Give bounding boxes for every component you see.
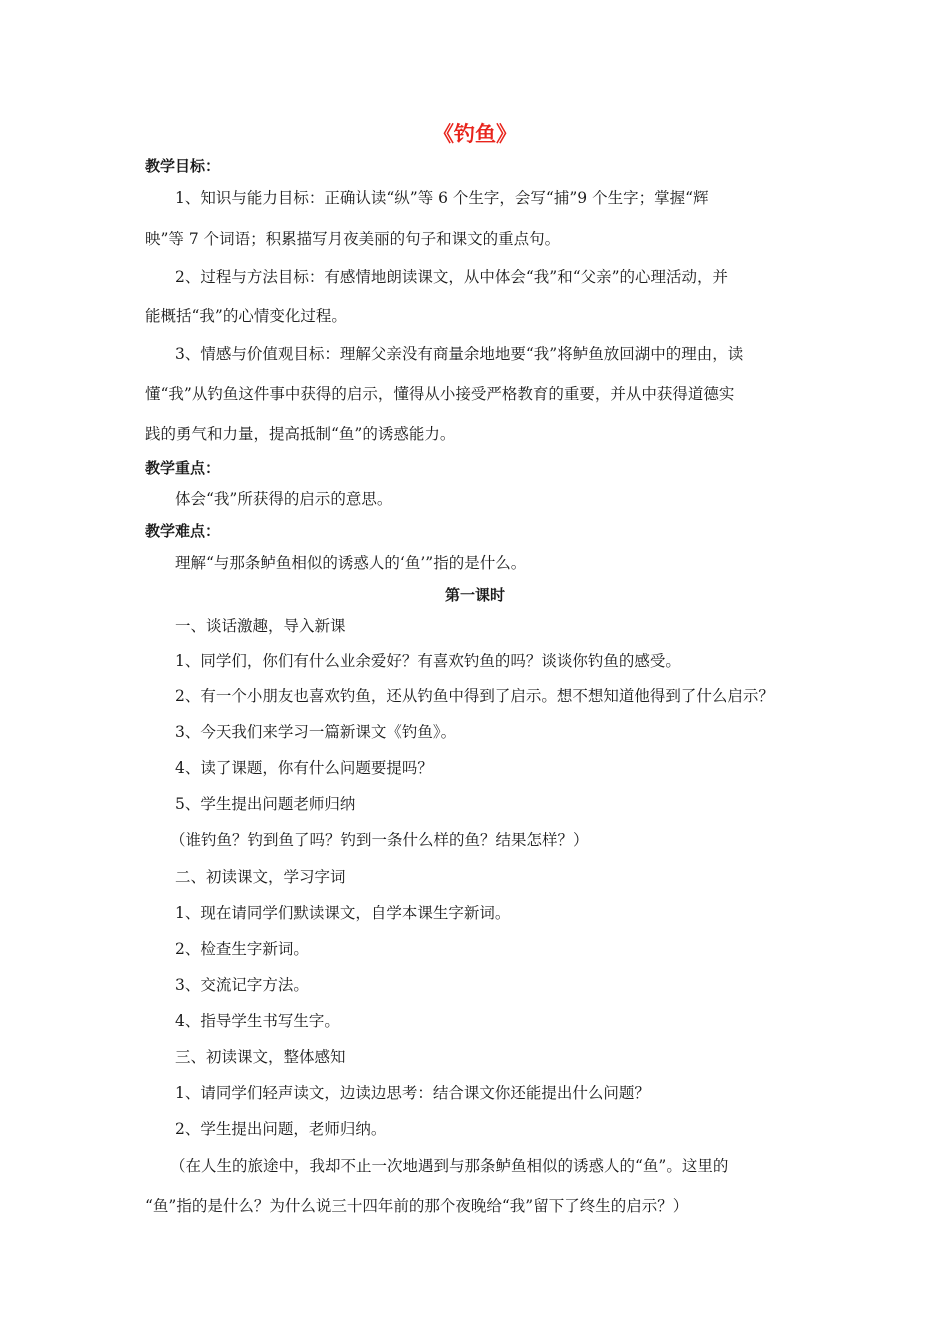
- difficulty-heading: 教学难点：: [145, 522, 221, 540]
- lesson-1-heading: 第一课时: [444, 586, 505, 604]
- section-2-item: 4、指导学生书写生字。: [175, 1012, 340, 1030]
- section-2-title: 二、初读课文，学习字词: [175, 868, 346, 886]
- section-1-title: 一、谈话激趣，导入新课: [175, 617, 346, 635]
- section-1-item: 3、今天我们来学习一篇新课文《钓鱼》。: [175, 723, 457, 741]
- section-3-item: 1、请同学们轻声读文，边读边思考：结合课文你还能提出什么问题？: [175, 1084, 650, 1102]
- section-2-item: 1、现在请同学们默读课文，自学本课生字新词。: [175, 904, 511, 922]
- section-1-item: 1、同学们，你们有什么业余爱好？有喜欢钓鱼的吗？谈谈你钓鱼的感受。: [175, 652, 681, 670]
- section-3-title: 三、初读课文，整体感知: [175, 1048, 346, 1066]
- objective-3-line-2: 懂“我”从钓鱼这件事中获得的启示，懂得从小接受严格教育的重要，并从中获得道德实: [145, 385, 735, 403]
- section-1-item: 4、读了课题，你有什么问题要提吗？: [175, 759, 433, 777]
- objective-3-line-1: 3、情感与价值观目标：理解父亲没有商量余地地要“我”将鲈鱼放回湖中的理由，读: [175, 345, 744, 363]
- objective-2-line-2: 能概括“我”的心情变化过程。: [145, 307, 347, 325]
- section-2-item: 3、交流记字方法。: [175, 976, 309, 994]
- difficulty-text: 理解“与那条鲈鱼相似的诱惑人的‘鱼’”指的是什么。: [175, 554, 527, 572]
- section-3-note-line-2: “鱼”指的是什么？为什么说三十四年前的那个夜晚给“我”留下了终生的启示？）: [145, 1197, 689, 1215]
- section-1-note: （谁钓鱼？钓到鱼了吗？钓到一条什么样的鱼？结果怎样？）: [170, 831, 589, 849]
- objective-3-line-3: 践的勇气和力量，提高抵制“鱼”的诱惑能力。: [145, 425, 456, 443]
- objective-2-line-1: 2、过程与方法目标：有感情地朗读课文，从中体会“我”和“父亲”的心理活动，并: [175, 268, 729, 286]
- section-2-item: 2、检查生字新词。: [175, 940, 309, 958]
- key-point-heading: 教学重点：: [145, 459, 221, 477]
- document-title: 《钓鱼》: [433, 122, 517, 146]
- section-3-note-line-1: （在人生的旅途中，我却不止一次地遇到与那条鲈鱼相似的诱惑人的“鱼”。这里的: [170, 1157, 729, 1175]
- objective-1-line-1: 1、知识与能力目标：正确认读“纵”等 6 个生字，会写“捕”9 个生字；掌握“辉: [175, 189, 709, 207]
- key-point-text: 体会“我”所获得的启示的意思。: [175, 490, 393, 508]
- objectives-heading: 教学目标：: [145, 157, 221, 175]
- section-1-item: 2、有一个小朋友也喜欢钓鱼，还从钓鱼中得到了启示。想不想知道他得到了什么启示？: [175, 687, 774, 705]
- objective-1-line-2: 映”等 7 个词语；积累描写月夜美丽的句子和课文的重点句。: [145, 230, 561, 248]
- section-1-item: 5、学生提出问题老师归纳: [175, 795, 356, 813]
- section-3-item: 2、学生提出问题，老师归纳。: [175, 1120, 387, 1138]
